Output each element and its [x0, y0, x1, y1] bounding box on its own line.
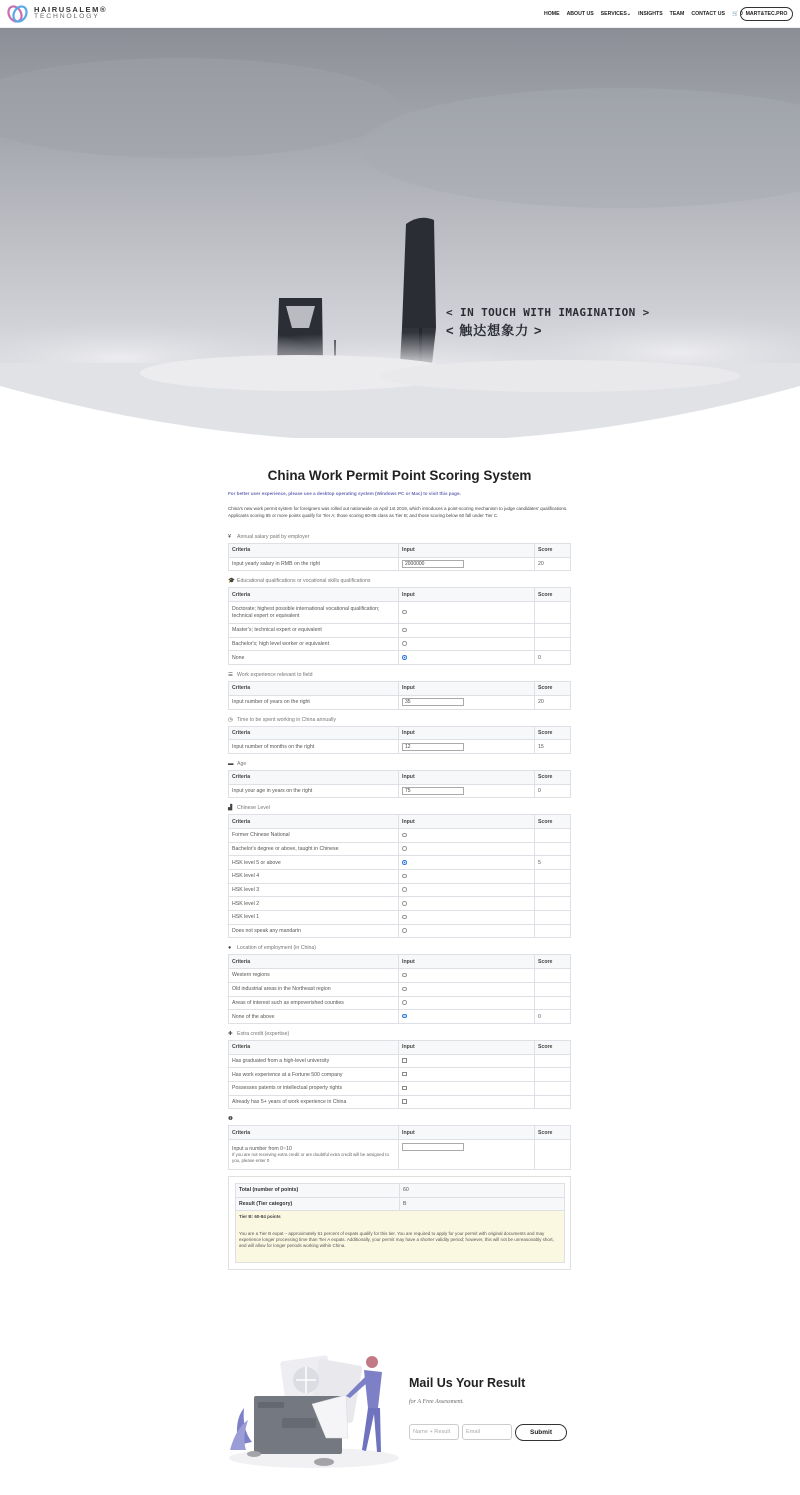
score-cell — [535, 911, 571, 925]
col-criteria: Criteria — [229, 544, 399, 558]
score-cell — [535, 1054, 571, 1068]
score-cell — [535, 1140, 571, 1170]
score-cell: 20 — [535, 557, 571, 571]
score-cell: 15 — [535, 740, 571, 754]
nav-contact-us[interactable]: CONTACT US — [691, 11, 725, 17]
col-input: Input — [399, 726, 535, 740]
education-table — [228, 587, 571, 665]
age-table — [228, 770, 571, 798]
col-score: Score — [535, 1126, 571, 1140]
score-cell — [535, 924, 571, 938]
signal-bars-icon: ▟ — [228, 805, 233, 812]
radio-hsk4[interactable] — [402, 874, 407, 879]
info-icon: ❶ — [228, 1116, 233, 1123]
score-cell — [535, 982, 571, 996]
criteria-cell: None of the above — [229, 1010, 399, 1024]
criteria-cell: Input number of months on the right — [229, 740, 399, 754]
tier-description — [235, 1211, 565, 1263]
score-cell — [535, 883, 571, 897]
chevron-down-icon: ⌄ — [626, 11, 632, 17]
table-row — [229, 651, 571, 665]
table-row — [229, 924, 571, 938]
col-criteria: Criteria — [229, 682, 399, 696]
table-row — [229, 1068, 571, 1082]
section-work-experience — [228, 670, 571, 681]
table-row — [229, 883, 571, 897]
radio-western[interactable] — [402, 973, 407, 978]
result-panel — [228, 1176, 571, 1270]
name-result-field[interactable]: Name + Result — [409, 1424, 459, 1440]
other-criteria-note: If you are not receiving extra credit or are doubtful extra credit will be assigned to you, please enter 0 — [232, 1151, 389, 1163]
total-label: Total (number of points) — [236, 1184, 400, 1198]
radio-former-chinese[interactable] — [402, 833, 407, 838]
criteria-cell: HSK level 5 or above — [229, 856, 399, 870]
table-row — [229, 996, 571, 1010]
site-header — [0, 0, 800, 28]
table-row — [229, 624, 571, 638]
col-criteria: Criteria — [229, 726, 399, 740]
table-row — [229, 637, 571, 651]
nav-services-label: SERVICES — [600, 11, 627, 17]
radio-bachelors[interactable] — [402, 641, 407, 646]
radio-hsk2[interactable] — [402, 901, 407, 906]
col-input: Input — [399, 815, 535, 829]
age-input[interactable]: 75 — [402, 787, 464, 795]
table-row — [229, 557, 571, 571]
score-cell — [535, 969, 571, 983]
col-input: Input — [399, 1126, 535, 1140]
section-chinese-title: Chinese Level — [237, 805, 270, 812]
radio-masters[interactable] — [402, 628, 407, 633]
tier-text: You are a Tier B expat – approximately 61 percent of expats qualify for this tier. You are required to apply for your permit with original documents and may experience longer processing time than Tier A expats. Additionally, your permit may have a shorter validity period; however, this will not be unreasonably short, and will allow for longer periods working within China. — [239, 1231, 554, 1249]
col-score: Score — [535, 682, 571, 696]
score-cell — [535, 1081, 571, 1095]
col-criteria: Criteria — [229, 815, 399, 829]
table-row — [229, 1095, 571, 1109]
yen-icon: ¥ — [228, 534, 232, 540]
criteria-cell: Doctorate; highest possible international vocational qualification; technical expert or equivalent — [229, 602, 399, 624]
col-score: Score — [535, 815, 571, 829]
table-row — [229, 969, 571, 983]
hero-tagline-zh: < 触达想象力 > — [446, 323, 543, 338]
col-criteria: Criteria — [229, 1040, 399, 1054]
criteria-cell: HSK level 2 — [229, 897, 399, 911]
score-cell — [535, 842, 571, 856]
score-cell — [535, 1068, 571, 1082]
section-work-title: Work experience relevant to field — [237, 672, 313, 679]
radio-northeast[interactable] — [402, 987, 407, 992]
criteria-cell: HSK level 1 — [229, 911, 399, 925]
section-chinese-level — [228, 803, 571, 814]
tier-label: Result (Tier category) — [236, 1197, 400, 1211]
nav-about-us[interactable]: ABOUT US — [566, 11, 594, 17]
result-table — [235, 1183, 565, 1211]
col-score: Score — [535, 770, 571, 784]
radio-no-mandarin[interactable] — [402, 928, 407, 933]
chinese-table — [228, 814, 571, 938]
table-row — [229, 856, 571, 870]
criteria-cell: Areas of interest such as empoverished counties — [229, 996, 399, 1010]
table-row — [229, 870, 571, 884]
col-score: Score — [535, 588, 571, 602]
criteria-cell: Bachelor's degree or above, taught in Chinese — [229, 842, 399, 856]
criteria-cell: Already has 5+ years of work experience in China — [229, 1095, 399, 1109]
col-input: Input — [399, 1040, 535, 1054]
checkbox-patents[interactable] — [402, 1086, 407, 1091]
col-input: Input — [399, 682, 535, 696]
other-criteria-title: Input a number from 0~10 — [232, 1145, 292, 1152]
scoring-calculator — [228, 468, 571, 1270]
nav-home[interactable]: HOME — [544, 11, 560, 17]
criteria-cell: Does not speak any mandarin — [229, 924, 399, 938]
hero-skyline-image — [0, 28, 800, 438]
table-row — [229, 784, 571, 798]
checkbox-fortune-500[interactable] — [402, 1072, 407, 1077]
page-title: China Work Permit Point Scoring System — [267, 468, 532, 483]
time-table — [228, 726, 571, 754]
desktop-notice: For better user experience, please use a desktop operating system (Windows PC or Mac) to visit this page. — [228, 491, 461, 496]
score-cell — [535, 602, 571, 624]
col-input: Input — [399, 588, 535, 602]
section-location — [228, 943, 571, 954]
email-field[interactable]: Email — [462, 1424, 512, 1440]
col-input: Input — [399, 770, 535, 784]
tier-value: B — [400, 1197, 565, 1211]
col-score: Score — [535, 544, 571, 558]
extra-credit-table — [228, 1040, 571, 1109]
criteria-cell: Input yearly salary in RMB on the right — [229, 557, 399, 571]
map-pin-icon: ● — [228, 945, 232, 952]
col-score: Score — [535, 955, 571, 969]
score-cell — [535, 870, 571, 884]
table-row — [229, 1010, 571, 1024]
col-input: Input — [399, 544, 535, 558]
main-nav — [544, 11, 743, 17]
table-row — [229, 1140, 571, 1170]
score-cell — [535, 637, 571, 651]
section-other — [228, 1114, 571, 1125]
plus-icon: ✚ — [228, 1030, 233, 1037]
criteria-cell: Input number of years on the right — [229, 695, 399, 709]
folder-person-illustration — [226, 1350, 401, 1470]
score-cell — [535, 897, 571, 911]
score-cell — [535, 996, 571, 1010]
total-value: 60 — [400, 1184, 565, 1198]
section-extra-credit — [228, 1029, 571, 1040]
section-extra-title: Extra credit (expertise) — [237, 1030, 290, 1037]
criteria-cell: Western regions — [229, 969, 399, 983]
col-criteria: Criteria — [229, 770, 399, 784]
score-cell — [535, 828, 571, 842]
criteria-cell: HSK level 4 — [229, 870, 399, 884]
submit-button[interactable]: Submit — [515, 1424, 567, 1441]
checkbox-high-level-university[interactable] — [402, 1058, 407, 1063]
col-score: Score — [535, 1040, 571, 1054]
intro-paragraph: China's new work permit system for foreigners was rolled out nationwide on April 1st 2019, which introduces a point-scoring mechanism to judge candidates' qualifications. Applicants scoring 85 or more points qualify for Tier A; those scoring 60-85 class as Tier B; and those scoring below 60 fall under Tier C. — [228, 506, 568, 518]
score-cell — [535, 624, 571, 638]
salary-table — [228, 543, 571, 571]
graduation-cap-icon: 🎓 — [228, 578, 235, 585]
section-time-title: Time to be spent working in China annually — [237, 716, 337, 723]
radio-bachelor-chinese[interactable] — [402, 846, 407, 851]
brand-logo-icon[interactable] — [7, 3, 29, 25]
criteria-cell: Input your age in years on the right — [229, 784, 399, 798]
section-location-title: Location of employment (in China) — [237, 945, 317, 952]
table-row — [229, 982, 571, 996]
criteria-cell: Former Chinese National — [229, 828, 399, 842]
section-age — [228, 759, 571, 770]
radio-none[interactable] — [402, 655, 407, 660]
work-table — [228, 681, 571, 709]
section-time-in-china — [228, 715, 571, 726]
table-row — [229, 695, 571, 709]
criteria-cell: None — [229, 651, 399, 665]
radio-poverty-areas[interactable] — [402, 1000, 407, 1005]
other-table — [228, 1125, 571, 1170]
criteria-cell: HSK level 3 — [229, 883, 399, 897]
brand-subtitle: TECHNOLOGY — [34, 13, 100, 20]
radio-hsk3[interactable] — [402, 887, 407, 892]
criteria-cell: Bachelor's; high level worker or equivalent — [229, 637, 399, 651]
radio-doctorate[interactable] — [402, 610, 407, 615]
table-row — [229, 1081, 571, 1095]
table-row — [229, 828, 571, 842]
col-criteria: Criteria — [229, 588, 399, 602]
calendar-icon: ▬ — [228, 760, 234, 767]
table-row — [229, 602, 571, 624]
nav-services[interactable] — [601, 11, 632, 17]
nav-team[interactable]: TEAM — [669, 11, 685, 17]
col-criteria: Criteria — [229, 955, 399, 969]
table-row — [229, 1054, 571, 1068]
criteria-cell: Has graduated from a high-level university — [229, 1054, 399, 1068]
col-input: Input — [399, 955, 535, 969]
nav-insights[interactable]: INSIGHTS — [638, 11, 663, 17]
table-row — [229, 897, 571, 911]
work-years-input[interactable]: 35 — [402, 698, 464, 706]
mart-tec-button[interactable]: MART&TEC.PRO — [740, 7, 793, 21]
score-cell: 20 — [535, 695, 571, 709]
mail-title: Mail Us Your Result — [409, 1376, 526, 1390]
clock-icon: ◷ — [228, 716, 233, 723]
col-score: Score — [535, 726, 571, 740]
brand-name[interactable]: HAIRUSALEM® — [34, 5, 108, 14]
radio-none-of-above[interactable] — [402, 1014, 407, 1019]
tier-heading: Tier B: 60-84 points — [239, 1214, 281, 1219]
months-input[interactable]: 12 — [402, 743, 464, 751]
checkbox-5-years-china[interactable] — [402, 1099, 407, 1104]
cart-link[interactable]: 🛒 0 — [731, 11, 743, 17]
section-salary — [228, 532, 571, 543]
score-cell — [535, 1095, 571, 1109]
table-row — [229, 842, 571, 856]
criteria-cell: Has work experience at a Fortune 500 company — [229, 1068, 399, 1082]
criteria-cell: Old industrial areas in the Northeast region — [229, 982, 399, 996]
table-row — [229, 911, 571, 925]
radio-hsk5[interactable] — [402, 860, 407, 865]
section-age-title: Age — [237, 760, 247, 767]
section-education — [228, 576, 571, 587]
list-icon: ☰ — [228, 672, 233, 679]
hero-tagline-en: < IN TOUCH WITH IMAGINATION > — [446, 306, 650, 319]
criteria-cell: Master's; technical expert or equivalent — [229, 624, 399, 638]
extra-points-input[interactable] — [402, 1143, 464, 1151]
radio-hsk1[interactable] — [402, 915, 407, 920]
score-cell: 0 — [535, 1010, 571, 1024]
score-cell: 0 — [535, 784, 571, 798]
criteria-cell: Possesses patents or intellectual property rights — [229, 1081, 399, 1095]
section-salary-title: Annual salary paid by employer — [237, 534, 310, 540]
score-cell: 5 — [535, 856, 571, 870]
mail-subtitle: for A Free Assessment. — [409, 1399, 464, 1405]
location-table — [228, 954, 571, 1023]
hero-banner — [0, 28, 800, 438]
section-education-title: Educational qualifications or vocational skills qualifications — [237, 578, 371, 585]
table-row — [229, 740, 571, 754]
score-cell: 0 — [535, 651, 571, 665]
salary-input[interactable]: 2000000 — [402, 560, 464, 568]
col-criteria: Criteria — [229, 1126, 399, 1140]
